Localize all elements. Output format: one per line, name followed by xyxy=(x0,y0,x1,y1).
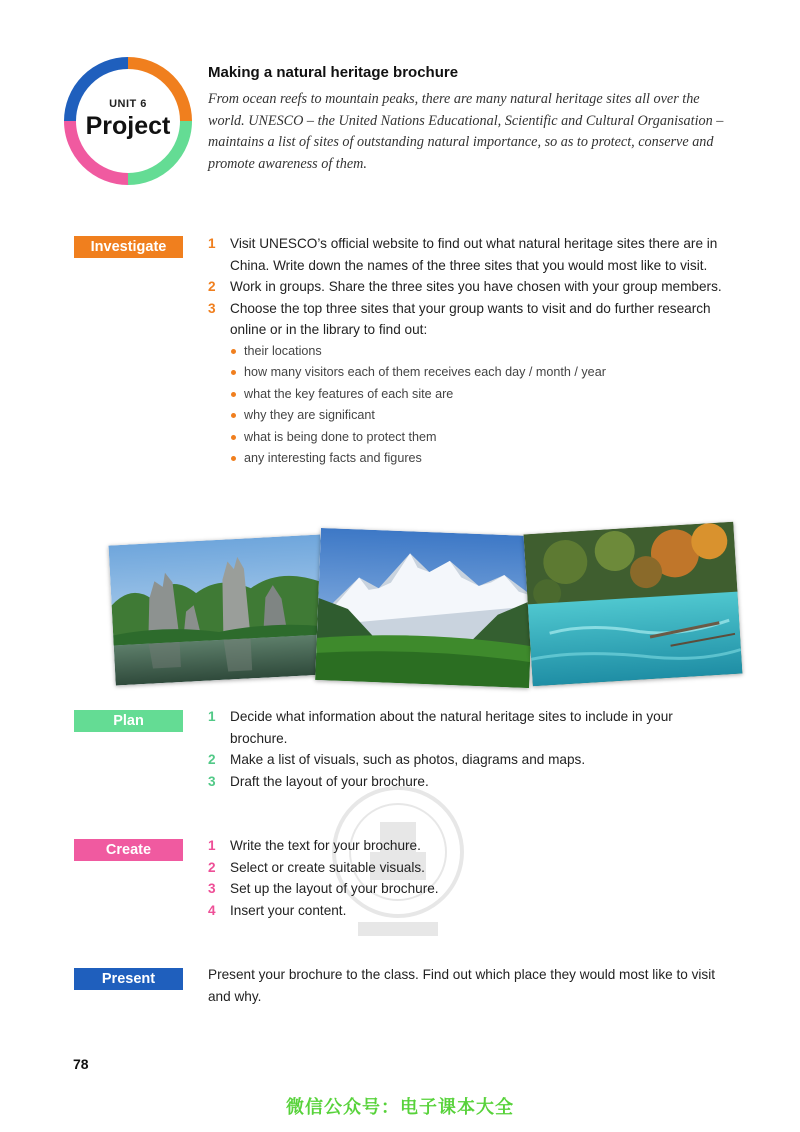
item-text: Set up the layout of your brochure. xyxy=(230,881,439,896)
list-item xyxy=(208,857,728,879)
item-text: Choose the top three sites that your group wants to visit and do further research online or in the library to find out: xyxy=(230,300,711,337)
bullet-item: their locations xyxy=(230,341,728,363)
page-number: 78 xyxy=(73,1056,89,1072)
footer-watermark-text: 微信公众号：电子课本大全 xyxy=(286,1097,514,1117)
item-number: 3 xyxy=(208,881,216,896)
unit-number: UNIT 6 xyxy=(109,97,147,110)
create-list xyxy=(208,835,728,921)
bullet-item: any interesting facts and figures xyxy=(230,448,728,470)
list-item xyxy=(208,835,728,857)
section-label-present: Present xyxy=(74,968,183,990)
item-text: Write the text for your brochure. xyxy=(230,838,421,853)
research-bullets xyxy=(230,341,728,470)
item-text: Make a list of visuals, such as photos, diagrams and maps. xyxy=(230,752,586,767)
list-item xyxy=(208,706,728,749)
item-number: 2 xyxy=(208,752,216,767)
list-item xyxy=(208,771,728,793)
list-item xyxy=(208,298,728,470)
list-item xyxy=(208,900,728,922)
section-label-investigate: Investigate xyxy=(74,236,183,258)
unit-title: Project xyxy=(85,111,171,140)
intro-paragraph: From ocean reefs to mountain peaks, there are many natural heritage sites all over the world. UNESCO – the United Nations Educational, Scientific and Cultural Organisation – maintains a list of sites of outstanding natural importance, so as to protect, conserve and promote awareness of them. xyxy=(208,91,724,172)
bullet-item: why they are significant xyxy=(230,405,728,427)
item-text: Visit UNESCO’s official website to find out what natural heritage sites there are in China. Write down the names of the three sites that you would most like to visit. xyxy=(230,236,718,273)
investigate-list xyxy=(208,233,728,470)
section-label-plan: Plan xyxy=(74,710,183,732)
bullet-item: what the key features of each site are xyxy=(230,384,728,406)
item-number: 1 xyxy=(208,838,216,853)
unit-badge xyxy=(62,55,194,187)
snow-mountain-photo xyxy=(315,528,535,688)
item-number: 1 xyxy=(208,236,216,251)
stone-forest-photo xyxy=(108,535,327,686)
list-item xyxy=(208,749,728,771)
item-number: 2 xyxy=(208,279,216,294)
page-title: Making a natural heritage brochure xyxy=(208,64,459,81)
item-text: Insert your content. xyxy=(230,902,347,918)
item-number: 3 xyxy=(208,300,216,316)
item-text: Work in groups. Share the three sites you have chosen with your group members. xyxy=(230,279,722,294)
item-text: Draft the layout of your brochure. xyxy=(230,773,429,789)
bullet-item: how many visitors each of them receives each day / month / year xyxy=(230,362,728,384)
section-label-create: Create xyxy=(74,839,183,861)
item-number: 4 xyxy=(208,902,216,918)
item-number: 3 xyxy=(208,773,216,789)
list-item xyxy=(208,233,728,276)
jiuzhaigou-lake-photo xyxy=(524,522,743,687)
plan-list xyxy=(208,706,728,792)
item-text: Select or create suitable visuals. xyxy=(230,859,425,875)
bullet-item: what is being done to protect them xyxy=(230,427,728,449)
list-item xyxy=(208,276,728,298)
item-number: 1 xyxy=(208,709,216,724)
list-item xyxy=(208,878,728,900)
item-text: Decide what information about the natural heritage sites to include in your brochure. xyxy=(230,709,673,746)
present-paragraph: Present your brochure to the class. Find out which place they would most like to visit and why. xyxy=(208,967,715,1004)
item-number: 2 xyxy=(208,859,216,875)
